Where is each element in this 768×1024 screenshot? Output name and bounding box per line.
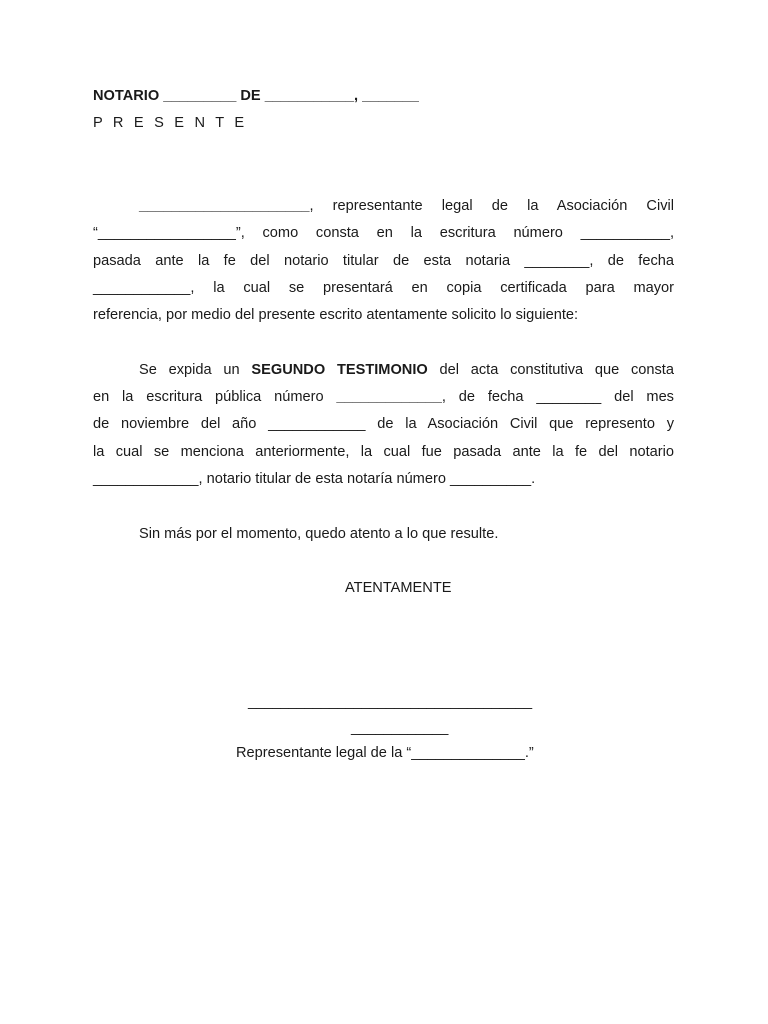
closing-text: Sin más por el momento, quedo atento a lo que resulte. (139, 526, 499, 542)
representative-name-blank: _____________________ (139, 198, 310, 214)
atentamente-label: ATENTAMENTE (345, 580, 452, 596)
paragraph2-line3: de noviembre del año ____________ de la Asociación Civil que represento y (93, 416, 674, 432)
paragraph2-line1-post: del acta constitutiva que consta (427, 362, 674, 378)
paragraph2-line2 (93, 389, 674, 405)
presente-heading: P R E S E N T E (93, 115, 248, 131)
paragraph2-line2-pre: en la escritura pública número (93, 389, 337, 405)
addressee-heading: NOTARIO _________ DE ___________, _______ (93, 88, 419, 104)
paragraph2-line1 (139, 362, 674, 378)
signature-line: ___________________________________ (248, 694, 533, 710)
deed-number-blank: _____________ (336, 389, 442, 405)
paragraph2-line5: _____________, notario titular de esta notaría número __________. (93, 471, 536, 487)
paragraph1-line5: referencia, por medio del presente escrito atentamente solicito lo siguiente: (93, 307, 579, 323)
paragraph2-line1-pre: Se expida un (139, 362, 252, 378)
paragraph2-line4: la cual se menciona anteriormente, la cual fue pasada ante la fe del notario (93, 444, 674, 460)
paragraph1-line2: “_________________”, como consta en la escritura número ___________, (93, 225, 674, 241)
paragraph2-line2-post: , de fecha ________ del mes (441, 389, 674, 405)
paragraph1-line3: pasada ante la fe del notario titular de esta notaria ________, de fecha (93, 253, 674, 269)
signature-caption: Representante legal de la “______________.” (236, 745, 534, 761)
signature-name-line: ____________ (351, 720, 449, 736)
segundo-testimonio-label: SEGUNDO TESTIMONIO (251, 362, 428, 378)
paragraph1-line1 (139, 198, 674, 214)
paragraph1-line4: ____________, la cual se presentará en copia certificada para mayor (93, 280, 674, 296)
paragraph1-line1-text: , representante legal de la Asociación Civil (309, 198, 674, 214)
